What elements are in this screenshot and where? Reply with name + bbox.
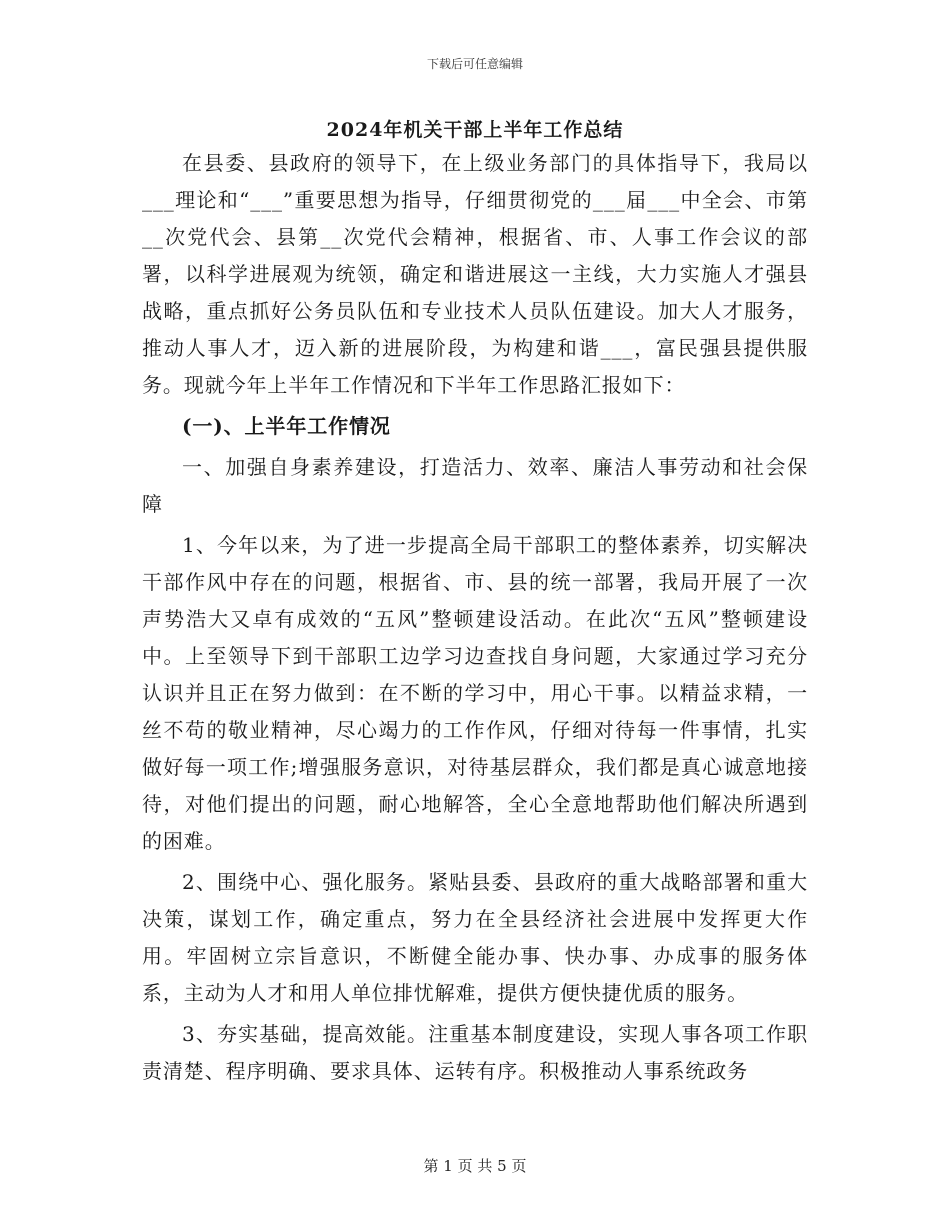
section-heading: (一)、上半年工作情况 [182, 414, 391, 438]
document-body [142, 145, 808, 1094]
paragraph-point-2: 2、围绕中心、强化服务。紧贴县委、县政府的重大战略部署和重大决策，谋划工作，确定重点，努力在全县经济社会进展中发挥更大作用。牢固树立宗旨意识，不断健全能办事、快办事、办成事的服务体系，主动为人才和用人单位排忧解难，提供方便快捷优质的服务。 [142, 870, 808, 1005]
page-header: 下载后可任意编辑 [426, 57, 523, 71]
page-footer: 第 1 页 共 5 页 [423, 1157, 527, 1175]
paragraph-item-1-heading: 一、加强自身素养建设，打造活力、效率、廉洁人事劳动和社会保障 [142, 455, 808, 516]
document-title: 2024年机关干部上半年工作总结 [326, 119, 624, 141]
paragraph-point-1: 1、今年以来，为了进一步提高全局干部职工的整体素养，切实解决干部作风中存在的问题，根据省、市、县的统一部署，我局开展了一次声势浩大又卓有成效的“五风”整顿建设活动。在此次“五风”整顿建设中。上至领导下到干部职工边学习边查找自身问题，大家通过学习充分认识并且正在努力做到：在不断的学习中，用心干事。以精益求精，一丝不苟的敬业精神，尽心竭力的工作作风，仔细对待每一件事情，扎实做好每一项工作;增强服务意识，对待基层群众，我们都是真心诚意地接待，对他们提出的问题，耐心地解答，全心全意地帮助他们解决所遇到的困难。 [142, 533, 808, 853]
paragraph-point-3: 3、夯实基础，提高效能。注重基本制度建设，实现人事各项工作职责清楚、程序明确、要求具体、运转有序。积极推动人事系统政务 [142, 1022, 808, 1083]
paragraph-intro: 在县委、县政府的领导下，在上级业务部门的具体指导下，我局以___理论和“___”重要思想为指导，仔细贯彻党的___届___中全会、市第__次党代会、县第__次党代会精神，根据省、市、人事工作会议的部署，以科学进展观为统领，确定和谐进展这一主线，大力实施人才强县战略，重点抓好公务员队伍和专业技术人员队伍建设。加大人才服务，推动人事人才，迈入新的进展阶段，为构建和谐___，富民强县提供服务。现就今年上半年工作情况和下半年工作思路汇报如下： [142, 151, 808, 397]
